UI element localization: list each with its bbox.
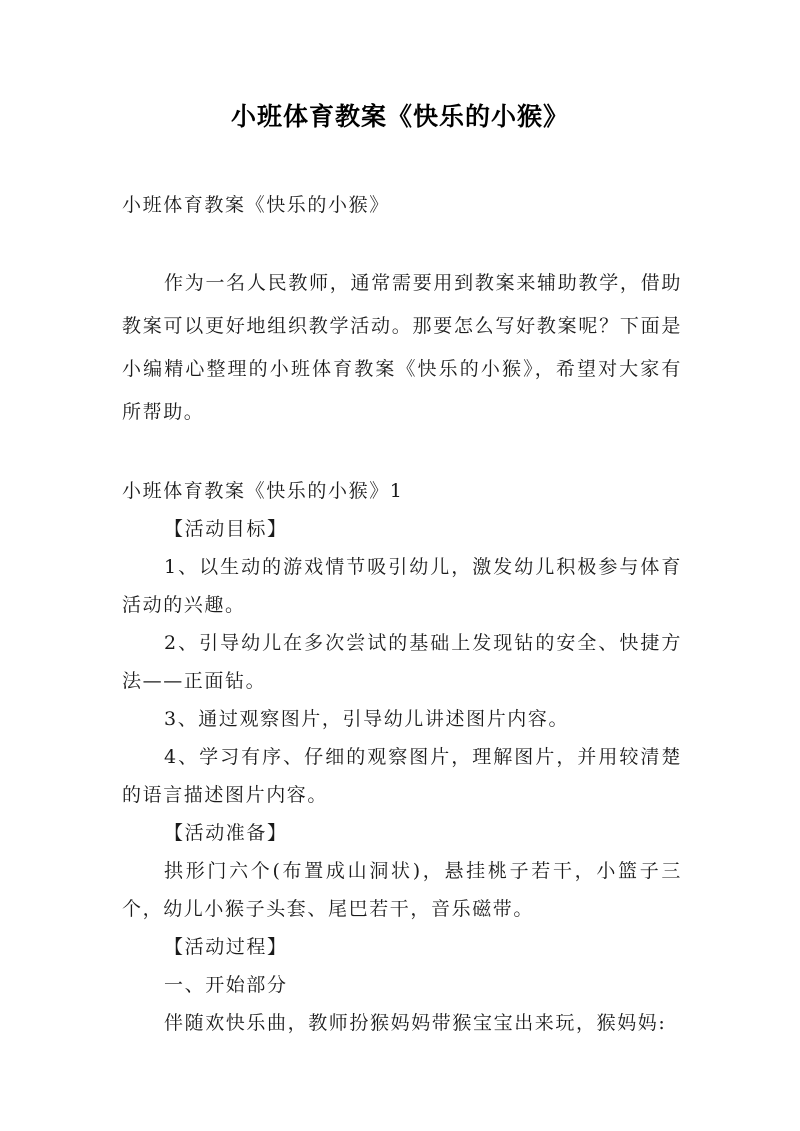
prep-paragraph: 拱形门六个(布置成山洞状)，悬挂桃子若干，小篮子三个，幼儿小猴子头套、尾巴若干，音乐磁带。 xyxy=(122,860,682,920)
intro-paragraph: 作为一名人民教师，通常需要用到教案来辅助教学，借助教案可以更好地组织教学活动。那要怎么写好教案呢？下面是小编精心整理的小班体育教案《快乐的小猴》，希望对大家有所帮助。 xyxy=(122,272,682,423)
part-one-heading: 一、开始部分 xyxy=(164,974,288,996)
part-one-paragraph: 伴随欢快乐曲，教师扮猴妈妈带猴宝宝出来玩，猴妈妈: xyxy=(164,1012,667,1034)
goal-item: 4、学习有序、仔细的观察图片，理解图片，并用较清楚的语言描述图片内容。 xyxy=(122,746,682,806)
goal-heading: 【活动目标】 xyxy=(164,518,288,540)
goal-item: 1、以生动的游戏情节吸引幼儿，激发幼儿积极参与体育活动的兴趣。 xyxy=(122,556,682,616)
goal-item: 2、引导幼儿在多次尝试的基础上发现钻的安全、快捷方法——正面钻。 xyxy=(122,632,682,692)
document-title: 小班体育教案《快乐的小猴》 xyxy=(230,102,569,131)
section-heading: 小班体育教案《快乐的小猴》1 xyxy=(122,480,404,502)
goal-item: 3、通过观察图片，引导幼儿讲述图片内容。 xyxy=(164,708,570,730)
document-subtitle: 小班体育教案《快乐的小猴》 xyxy=(122,194,390,216)
document-body xyxy=(122,186,682,1042)
process-heading: 【活动过程】 xyxy=(164,936,288,958)
prep-heading: 【活动准备】 xyxy=(164,822,288,844)
